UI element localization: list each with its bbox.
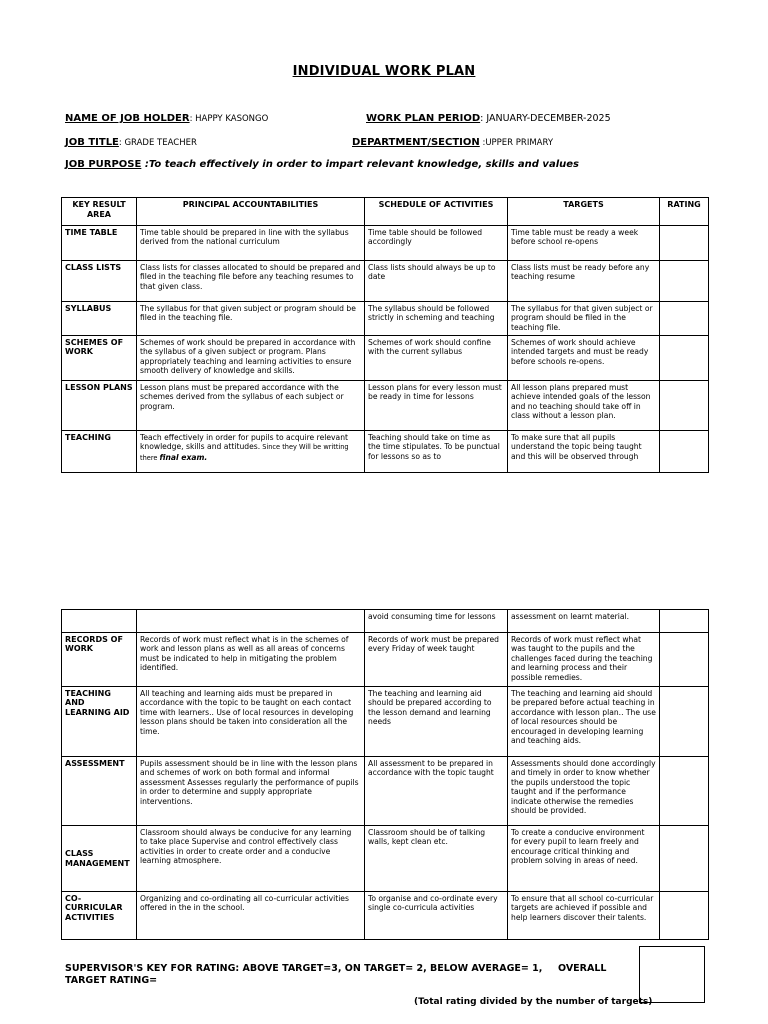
target-cell: To ensure that all school co-curricular targets are achieved if possible and help learners discover their talents.: [508, 892, 660, 940]
accountability-cell: Pupils assessment should be in line with the lesson plans and schemes of work on both formal and informal assessment Assesses regularly the performance of pupils in order to determine and supply appropriate interventions.: [137, 757, 365, 826]
job-title-label: JOB TITLE: [65, 137, 119, 148]
accountability-cell: [137, 610, 365, 633]
job-title-value: : GRADE TEACHER: [118, 138, 197, 148]
table-row: [62, 826, 709, 892]
table-row: [62, 381, 709, 431]
rating-cell: [660, 226, 709, 261]
rating-cell: [660, 431, 709, 473]
target-cell: All lesson plans prepared must achieve intended goals of the lesson and no teaching should take off in class without a lesson plan.: [508, 381, 660, 431]
job-title-line: [65, 137, 197, 148]
key-result-area-cell: CO-CURRICULAR ACTIVITIES: [62, 892, 137, 940]
overall-label: OVERALL: [558, 963, 607, 974]
rating-cell: [660, 892, 709, 940]
schedule-cell: The teaching and learning aid should be prepared according to the lesson demand and learning needs: [365, 687, 508, 757]
accountability-main-text: Teach effectively in order for pupils to acquire relevant knowledge, skills and attitudes.: [140, 433, 348, 452]
job-holder-line: [65, 113, 268, 124]
work-plan-table-page-2: [61, 609, 709, 940]
accountability-cell: The syllabus for that given subject or program should be filed in the teaching file.: [137, 302, 365, 336]
table-row: [62, 892, 709, 940]
key-result-area-cell: SCHEMES OF WORK: [62, 336, 137, 381]
schedule-cell: Records of work must be prepared every Friday of week taught: [365, 633, 508, 687]
period-line: [366, 113, 611, 124]
table-row: [62, 633, 709, 687]
schedule-cell: To organise and co-ordinate every single co-curricula activities: [365, 892, 508, 940]
key-result-area-cell: TIME TABLE: [62, 226, 137, 261]
target-cell: assessment on learnt material.: [508, 610, 660, 633]
target-cell: Time table must be ready a week before school re-opens: [508, 226, 660, 261]
rating-cell: [660, 757, 709, 826]
column-header-principal-accountabilities: PRINCIPAL ACCOUNTABILITIES: [137, 198, 365, 226]
rating-cell: [660, 261, 709, 302]
table-row: [62, 757, 709, 826]
accountability-cell: Records of work must reflect what is in the schemes of work and lesson plans as well as all areas of concerns must be indicated to help in mitigating the problem identified.: [137, 633, 365, 687]
department-value: :UPPER PRIMARY: [479, 138, 554, 148]
rating-cell: [660, 826, 709, 892]
schedule-cell: Lesson plans for every lesson must be ready in time for lessons: [365, 381, 508, 431]
accountability-emphasis-text: final exam.: [159, 452, 208, 462]
period-label: WORK PLAN PERIOD: [366, 113, 481, 124]
target-cell: Assessments should done accordingly and timely in order to know whether the pupils understood the topic taught and if the performance indicate otherwise the remedies should be provided.: [508, 757, 660, 826]
key-result-area-cell: [62, 610, 137, 633]
schedule-cell: Schemes of work should confine with the current syllabus: [365, 336, 508, 381]
accountability-cell: All teaching and learning aids must be prepared in accordance with the topic to be taught on each contact time with learners.. Use of local resources in developing lesson plans should be taken into consideration all the time.: [137, 687, 365, 757]
table-row: [62, 261, 709, 302]
overall-rating-box[interactable]: [639, 946, 705, 1003]
document-title: INDIVIDUAL WORK PLAN: [292, 64, 476, 79]
rating-key-line-1: SUPERVISOR'S KEY FOR RATING: ABOVE TARGET=3, ON TARGET= 2, BELOW AVERAGE= 1,: [65, 963, 543, 974]
accountability-cell: Organizing and co-ordinating all co-curricular activities offered in the in the school.: [137, 892, 365, 940]
department-line: [352, 137, 553, 148]
schedule-cell: All assessment to be prepared in accordance with the topic taught: [365, 757, 508, 826]
table-row: [62, 431, 709, 473]
target-cell: Records of work must reflect what was taught to the pupils and the challenges faced during the teaching and learning process and their possible remedies.: [508, 633, 660, 687]
rating-formula-note: (Total rating divided by the number of targets): [414, 997, 653, 1007]
schedule-cell: Time table should be followed accordingly: [365, 226, 508, 261]
key-result-area-cell: CLASS LISTS: [62, 261, 137, 302]
key-result-area-cell: LESSON PLANS: [62, 381, 137, 431]
rating-cell: [660, 633, 709, 687]
target-cell: Schemes of work should achieve intended targets and must be ready before schools re-opens.: [508, 336, 660, 381]
key-result-area-cell: RECORDS OF WORK: [62, 633, 137, 687]
table-row: [62, 336, 709, 381]
column-header-schedule-of-activities: SCHEDULE OF ACTIVITIES: [365, 198, 508, 226]
schedule-cell: The syllabus should be followed strictly in scheming and teaching: [365, 302, 508, 336]
table-row: [62, 226, 709, 261]
schedule-cell: Teaching should take on time as the time stipulates. To be punctual for lessons so as to: [365, 431, 508, 473]
table-row: [62, 687, 709, 757]
table-row: [62, 610, 709, 633]
schedule-cell: avoid consuming time for lessons: [365, 610, 508, 633]
job-purpose-value: :To teach effectively in order to impart relevant knowledge, skills and values: [141, 159, 579, 170]
key-result-area-cell: ASSESSMENT: [62, 757, 137, 826]
work-plan-table-page-1: [61, 197, 709, 473]
schedule-cell: Classroom should be of talking walls, kept clean etc.: [365, 826, 508, 892]
rating-cell: [660, 687, 709, 757]
rating-cell: [660, 336, 709, 381]
key-result-area-cell: TEACHING: [62, 431, 137, 473]
table-row: [62, 302, 709, 336]
accountability-cell: Lesson plans must be prepared accordance with the schemes derived from the syllabus of each subject or program.: [137, 381, 365, 431]
rating-cell: [660, 610, 709, 633]
column-header-rating: RATING: [660, 198, 709, 226]
column-header-targets: TARGETS: [508, 198, 660, 226]
job-purpose-label: JOB PURPOSE: [65, 159, 142, 170]
column-header-key-result-area: KEY RESULT AREA: [62, 198, 137, 226]
accountability-cell: [137, 431, 365, 473]
key-result-area-cell: SYLLABUS: [62, 302, 137, 336]
accountability-cell: Time table should be prepared in line with the syllabus derived from the national curriculum: [137, 226, 365, 261]
accountability-cell: Schemes of work should be prepared in accordance with the syllabus of a given subject or program. Plans appropriately teaching and learning activities to ensure smooth delivery of knowledge and skills.: [137, 336, 365, 381]
job-purpose-line: [65, 159, 579, 170]
accountability-note-text: Since they Will be writting there: [140, 443, 349, 462]
schedule-cell: Class lists should always be up to date: [365, 261, 508, 302]
table-header-row: [62, 198, 709, 226]
key-result-area-cell: TEACHING AND LEARNING AID: [62, 687, 137, 757]
job-holder-label: NAME OF JOB HOLDER: [65, 113, 190, 124]
job-holder-value: : HAPPY KASONGO: [189, 114, 269, 124]
department-label: DEPARTMENT/SECTION: [352, 137, 480, 148]
target-cell: The teaching and learning aid should be prepared before actual teaching in accordance with lesson plan.. The use of local resources should be encouraged in developing learning and teaching aids.: [508, 687, 660, 757]
rating-cell: [660, 381, 709, 431]
period-value: : JANUARY-DECEMBER-2025: [480, 113, 611, 124]
key-result-area-cell: CLASS MANAGEMENT: [62, 826, 137, 892]
accountability-cell: Classroom should always be conducive for any learning to take place Supervise and control effectively class activities in order to create order and a conducive learning atmosphere.: [137, 826, 365, 892]
rating-cell: [660, 302, 709, 336]
rating-key-line-2: TARGET RATING=: [65, 975, 158, 986]
target-cell: The syllabus for that given subject or program should be filed in the teaching file.: [508, 302, 660, 336]
target-cell: To create a conducive environment for every pupil to learn freely and encourage critical thinking and problem solving in areas of need.: [508, 826, 660, 892]
accountability-cell: Class lists for classes allocated to should be prepared and filed in the teaching file before any teaching resumes to that given class.: [137, 261, 365, 302]
target-cell: To make sure that all pupils understand the topic being taught and this will be observed through: [508, 431, 660, 473]
target-cell: Class lists must be ready before any teaching resume: [508, 261, 660, 302]
